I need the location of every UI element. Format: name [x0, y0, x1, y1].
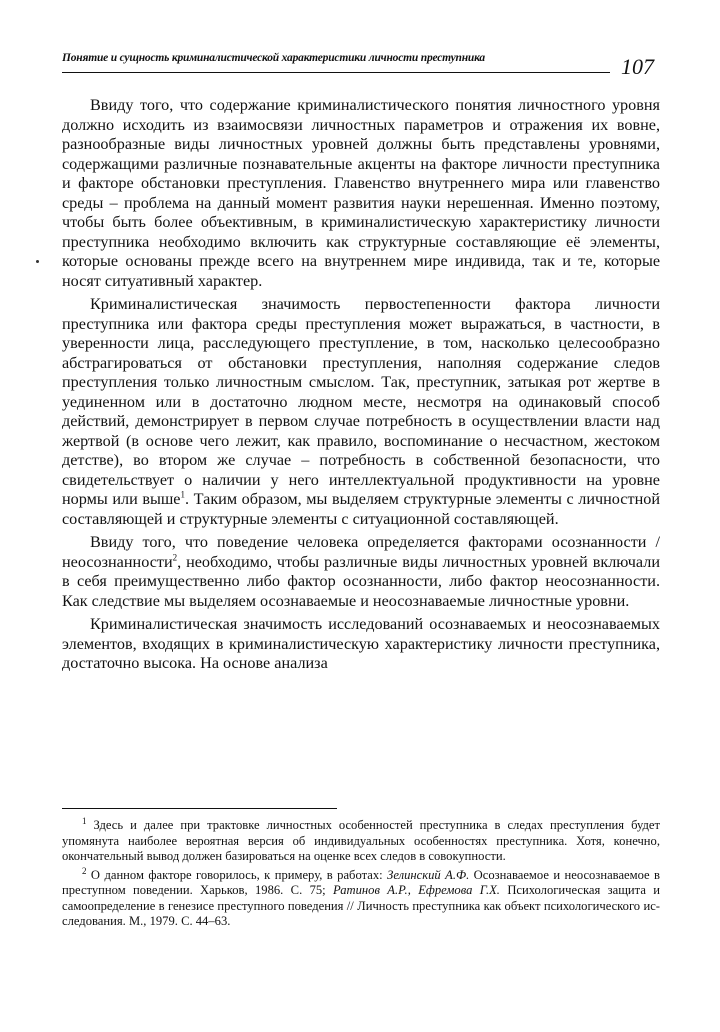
footnote-rule	[62, 808, 337, 809]
footnote-ref-2: 2	[172, 552, 178, 563]
header-rule	[62, 72, 610, 73]
paragraph-2-text-b: . Таким образом, мы выделяем структурные элементы с личностной составляющей и структурные элементы с ситуационной составляющей.	[62, 490, 660, 528]
footnotes	[62, 815, 661, 933]
footnote-2-author-1: Зелинский А.Ф.	[387, 867, 470, 882]
page-header	[62, 44, 662, 80]
footnote-2-text-pre: О данном факторе говорилось, к примеру, в работах:	[86, 867, 388, 882]
footnote-1-text: Здесь и далее при трактовке личностных особенностей преступника в следах преступления будет упомянута наиболее вероятная версия об индивидуальных особенностях преступника. Хотя, конечно, окончательный вывод должен базироваться на оценке всех следов в совокупности.	[62, 818, 660, 863]
paragraph-1: Ввиду того, что содержание криминалистического понятия личностного уровня должно исходить из взаимосвязи личностных параметров и отражения их вовне, разнообразные виды личностных уровней должны быть представлены уровнями, содержащими различные познавательные акценты на факторе личности преступника и факторе обстановки преступления. Главенство внутреннего мира или главенство среды – проблема на данный момент развития науки нерешенная. Именно поэтому, чтобы быть более объективным, в криминалистическую характеристику личности преступника необходимо включить как структурные составляющие её элементы, которые основаны прежде всего на внутреннем мире индивида, так и те, которые носят ситуативный характер.	[62, 96, 660, 290]
running-title: Понятие и сущность криминалистической характеристики личности преступника	[62, 52, 485, 64]
footnote-2-number: 2	[82, 865, 87, 876]
footnote-ref-1: 1	[180, 489, 185, 500]
paragraph-2	[62, 295, 660, 529]
paragraph-4: Криминалистическая значимость исследований осознаваемых и неосознаваемых элементов, входящих в криминалистическую характеристику личности преступника, достаточно высока. На основе анализа	[62, 615, 660, 672]
paragraph-3	[62, 533, 660, 611]
body-text	[62, 96, 660, 678]
footnote-2-author-2: Ратинов А.Р., Ефремова Г.Х.	[333, 883, 500, 897]
footnote-2-text-mid-1: Осознаваемое и неосознаваемое в преступном поведении. Харьков, 1986. С. 75;	[62, 867, 661, 897]
footnote-1	[62, 815, 660, 865]
paragraph-3-text-b: , необходимо, чтобы различные виды личностных уровней включали в себя преимущественно либо фактор осознанности, либо фактор неосознанности. Как следствие мы выделяем осознаваемые и неосознаваемые личностные уровни.	[62, 552, 660, 610]
footnote-2-text-mid-2: Психологическая защита и самоопределение в генезисе преступного поведения // Личность преступника как объект психологического исследования. М., 1979. С. 44–63.	[62, 883, 660, 928]
footnote-2	[62, 865, 661, 930]
paragraph-3-text-a: Ввиду того, что поведение человека определяется факторами осознанности / неосознанности	[62, 533, 660, 571]
page-number: 107	[621, 54, 654, 79]
paragraph-2-text-a: Криминалистическая значимость первостепенности фактора личности преступника или фактора среды преступления может выражаться, в частности, в уверенности лица, расследующего преступление, в том, насколько целесообразно абстрагироваться от обстановки преступления, наполняя содержание следов преступления только личностным смыслом. Так, преступник, затыкая рот жертве в уединенном или в достаточно людном месте, несмотря на одинаковый способ действий, демонстрирует в первом случае потребность в осуществлении власти над жертвой (в основе чего лежит, как правило, воспоминание о несчастном, жестоком детстве), во втором же случае – потребность в собственной безопасности, что свидетельствует о наличии у него интеллектуальной продуктивности на уровне нормы или выше	[62, 295, 660, 508]
footnote-1-number: 1	[82, 815, 87, 826]
margin-mark	[36, 260, 39, 263]
